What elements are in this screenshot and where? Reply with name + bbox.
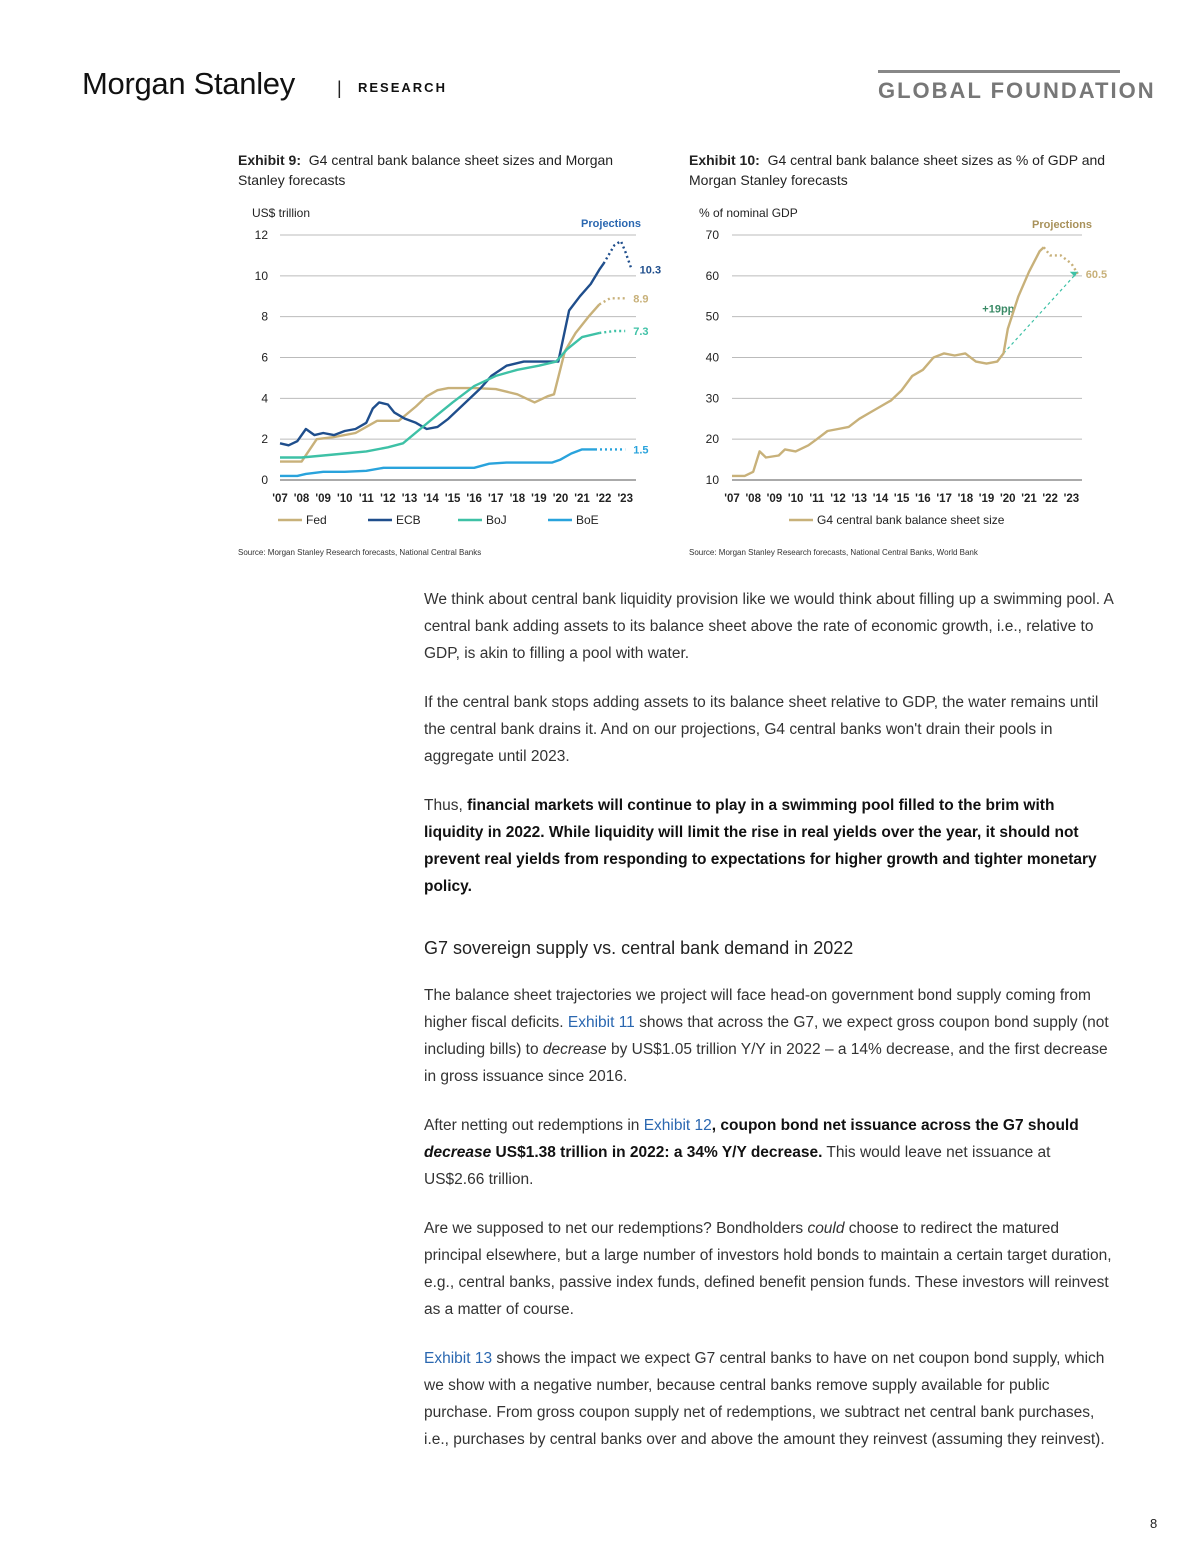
y-tick-label: 8 [261, 309, 268, 324]
y-tick-label: 70 [705, 228, 719, 242]
end-value-label: 7.3 [633, 325, 649, 338]
x-tick-label: '09 [766, 493, 783, 505]
paragraph-4-part-a: The balance sheet trajectories we project will face head-on government bond supply coming from higher fiscal deficits. [424, 987, 1091, 1031]
paragraph-4-emphasis: decrease [542, 1041, 607, 1058]
x-tick-label: '17 [487, 493, 504, 505]
series-line-boe [280, 449, 595, 476]
paragraph-5-part-a: After netting out redemptions in [424, 1117, 644, 1134]
x-tick-label: '13 [851, 493, 868, 505]
exhibit-13-link[interactable]: Exhibit 13 [424, 1350, 493, 1367]
x-tick-label: '08 [745, 493, 761, 505]
exhibit-10-chart [689, 200, 1119, 545]
y-tick-label: 10 [254, 268, 268, 283]
series-projection [1044, 247, 1078, 273]
morgan-stanley-logo: Morgan Stanley [82, 66, 295, 101]
exhibit-9-svg [238, 200, 668, 545]
body-text-lower [424, 982, 1114, 1475]
exhibit-9-title [238, 150, 658, 190]
x-tick-label: '11 [809, 493, 825, 505]
end-value-label: 1.5 [633, 444, 649, 457]
x-tick-label: '08 [293, 493, 310, 505]
x-tick-label: '21 [1021, 493, 1037, 505]
x-tick-label: '16 [915, 493, 931, 505]
y-axis-label: % of nominal GDP [699, 206, 798, 220]
x-tick-label: '12 [380, 493, 396, 505]
arrow-label: +19pp [982, 303, 1015, 316]
paragraph-2: If the central bank stops adding assets to its balance sheet relative to GDP, the water remains until the central bank drains it. And on our projections, G4 central banks won't drain their pools in aggregate until 2023. [424, 694, 1099, 765]
paragraph-3 [424, 792, 1114, 900]
series-rule [878, 70, 1120, 73]
exhibit-9-label: Exhibit 9: [238, 152, 302, 168]
x-tick-label: '20 [552, 493, 569, 505]
y-tick-label: 20 [705, 432, 719, 447]
x-tick-label: '15 [893, 493, 910, 505]
paragraph-4-part-b: shows that across the G7, we expect gross coupon bond supply (not including bills) to [424, 1014, 1109, 1058]
section-subhead: G7 sovereign supply vs. central bank demand in 2022 [424, 938, 854, 958]
x-tick-label: '18 [957, 493, 974, 505]
y-tick-label: 50 [705, 309, 719, 324]
research-label: RESEARCH [358, 80, 447, 95]
x-tick-label: '11 [358, 493, 374, 505]
x-tick-label: '19 [531, 493, 547, 505]
paragraph-6-emphasis: could [807, 1220, 845, 1237]
paragraph-5 [424, 1112, 1114, 1193]
series-projection [599, 298, 625, 304]
exhibit-10-title [689, 150, 1109, 190]
x-tick-label: '07 [724, 493, 740, 505]
y-tick-label: 2 [261, 432, 268, 447]
x-tick-label: '12 [830, 493, 846, 505]
paragraph-6-part-a: Are we supposed to net our redemptions? Bondholders [424, 1220, 808, 1237]
y-tick-label: 4 [261, 391, 268, 406]
end-value-label: 10.3 [639, 264, 662, 277]
arrow-line [1004, 272, 1078, 354]
body-text-upper [424, 586, 1114, 922]
paragraph-5-bold-b: US$1.38 trillion in 2022: a 34% Y/Y decrease. [491, 1144, 823, 1161]
y-tick-label: 0 [261, 473, 268, 487]
legend-label: Fed [306, 513, 327, 527]
y-tick-label: 12 [254, 228, 268, 242]
end-value-label: 60.5 [1085, 268, 1108, 281]
projections-annotation: Projections [1032, 219, 1092, 231]
exhibit-11-link[interactable]: Exhibit 11 [567, 1014, 635, 1031]
x-tick-label: '07 [272, 493, 288, 505]
exhibit-9-source: Source: Morgan Stanley Research forecasts, National Central Banks [238, 548, 482, 557]
x-tick-label: '23 [617, 493, 633, 505]
header-separator: | [337, 78, 342, 98]
series-projection [604, 241, 632, 270]
x-tick-label: '23 [1063, 493, 1080, 505]
exhibit-10-svg [689, 200, 1119, 545]
paragraph-5-bold-a: , coupon bond net issuance across the G7 should [711, 1117, 1079, 1134]
paragraph-5-bold-emphasis: decrease [424, 1144, 492, 1161]
paragraph-3-bold: financial markets will continue to play in a swimming pool filled to the brim with liquidity in 2022. While liquidity will limit the rise in real yields over the year, it should not prevent real yields from responding to expectations for higher growth and tighter monetary policy. [424, 797, 1097, 895]
x-tick-label: '09 [315, 493, 331, 505]
x-tick-label: '22 [1042, 493, 1058, 505]
x-tick-label: '14 [872, 493, 889, 505]
y-tick-label: 6 [261, 350, 268, 365]
paragraph-6-part-b: choose to redirect the matured principal elsewhere, but a large number of investors hold bonds to maintain a certain target duration, e.g., central banks, passive index funds, defined benefit pension funds. These investors will reinvest as a matter of course. [424, 1220, 1112, 1318]
legend-label: G4 central bank balance sheet size [817, 513, 1005, 527]
exhibit-9-caption: G4 central bank balance sheet sizes and Morgan Stanley forecasts [238, 152, 614, 188]
x-tick-label: '22 [595, 493, 612, 505]
series-projection [599, 331, 625, 333]
projections-annotation: Projections [581, 218, 641, 230]
paragraph-7 [424, 1345, 1114, 1453]
paragraph-3-lead: Thus, [424, 797, 468, 814]
legend-label: BoE [576, 513, 599, 527]
exhibit-10-source: Source: Morgan Stanley Research forecasts, National Central Banks, World Bank [689, 548, 978, 557]
exhibit-10-label: Exhibit 10: [689, 152, 760, 168]
series-line-ecb [280, 264, 604, 446]
x-tick-label: '10 [336, 493, 353, 505]
y-axis-label: US$ trillion [252, 206, 311, 220]
paragraph-4 [424, 982, 1114, 1090]
series-line-fed [280, 304, 599, 461]
paragraph-1: We think about central bank liquidity provision like we would think about filling up a swimming pool. A central bank adding assets to its balance sheet above the rate of economic growth, i.e., relative to GDP, is akin to filling a pool with water. [424, 591, 1113, 662]
x-tick-label: '15 [444, 493, 461, 505]
y-tick-label: 10 [705, 473, 719, 487]
x-tick-label: '18 [509, 493, 526, 505]
y-tick-label: 40 [705, 350, 719, 365]
end-value-label: 8.9 [633, 293, 649, 306]
legend-label: ECB [396, 513, 421, 527]
x-tick-label: '14 [423, 493, 439, 505]
paragraph-4-part-c: by US$1.05 trillion Y/Y in 2022 – a 14% decrease, and the first decrease in gross issuance since 2016. [424, 1041, 1108, 1085]
x-tick-label: '16 [466, 493, 482, 505]
x-tick-label: '19 [978, 493, 995, 505]
x-tick-label: '10 [787, 493, 804, 505]
exhibit-9-chart [238, 200, 668, 545]
x-tick-label: '17 [936, 493, 952, 505]
x-tick-label: '21 [574, 493, 590, 505]
y-tick-label: 60 [705, 268, 719, 283]
exhibit-12-link[interactable]: Exhibit 12 [643, 1117, 712, 1134]
y-tick-label: 30 [705, 391, 719, 406]
series-title: GLOBAL FOUNDATION [878, 78, 1156, 103]
series-line-g4-central-bank-balance-sheet-size [732, 247, 1044, 476]
page-number: 8 [1150, 1516, 1158, 1531]
legend-label: BoJ [486, 513, 507, 527]
paragraph-7-part-a: shows the impact we expect G7 central banks to have on net coupon bond supply, which we show with a negative number, because central banks remove supply available for public purchase. From gross coupon supply net of redemptions, we subtract net central bank purchases, i.e., purchases by central banks over and above the amount they reinvest (assuming they reinvest). [424, 1350, 1105, 1448]
paragraph-6 [424, 1215, 1114, 1323]
x-tick-label: '13 [401, 493, 418, 505]
exhibit-10-caption: G4 central bank balance sheet sizes as % of GDP and Morgan Stanley forecasts [689, 152, 1106, 188]
paragraph-5-part-c: This would leave net issuance at US$2.66 trillion. [424, 1144, 1051, 1188]
page-header [0, 0, 1200, 120]
x-tick-label: '20 [999, 493, 1016, 505]
